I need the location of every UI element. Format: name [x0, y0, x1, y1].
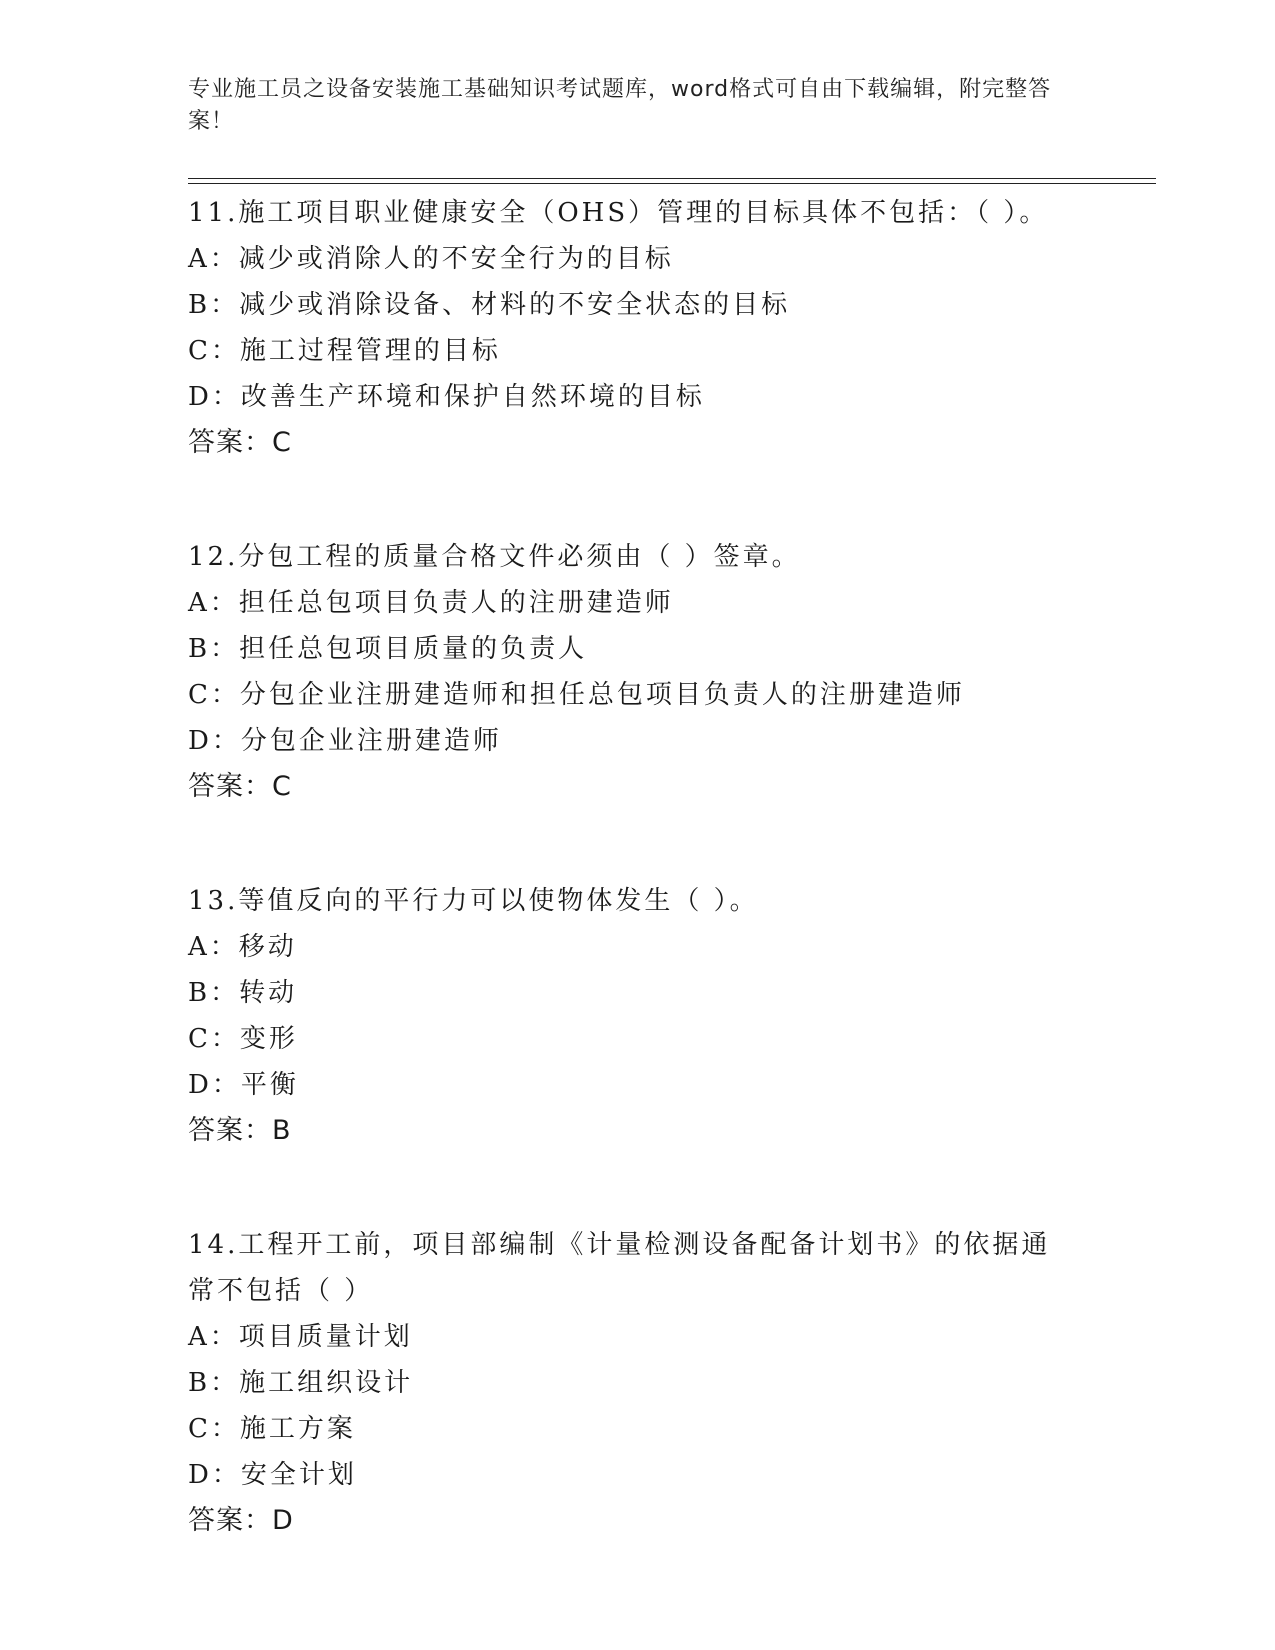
page-header: 专业施工员之设备安装施工基础知识考试题库，word格式可自由下载编辑，附完整答案！ [188, 77, 1052, 134]
option-d: D：改善生产环境和保护自然环境的目标 [188, 382, 705, 412]
question-14 [188, 1222, 1088, 1544]
answer-line: 答案：C [188, 427, 292, 458]
option-d: D：平衡 [188, 1070, 299, 1100]
option-a: A：项目质量计划 [188, 1322, 413, 1352]
question-stem: 12.分包工程的质量合格文件必须由（ ）签章。 [188, 542, 801, 572]
option-d: D：分包企业注册建造师 [188, 726, 502, 756]
question-stem: 13.等值反向的平行力可以使物体发生（ ）。 [188, 886, 759, 916]
option-c: C：分包企业注册建造师和担任总包项目负责人的注册建造师 [188, 680, 965, 710]
option-a: A：移动 [188, 932, 297, 962]
header-divider-bottom [188, 183, 1156, 184]
option-c: C：施工方案 [188, 1414, 356, 1444]
option-b: B：转动 [188, 978, 298, 1008]
option-d: D：安全计划 [188, 1460, 357, 1490]
option-b: B：减少或消除设备、材料的不安全状态的目标 [188, 290, 791, 320]
question-stem: 14.工程开工前，项目部编制《计量检测设备配备计划书》的依据通常不包括（ ） [188, 1230, 1051, 1306]
option-a: A：担任总包项目负责人的注册建造师 [188, 588, 674, 618]
answer-line: 答案：D [188, 1505, 294, 1536]
question-12 [188, 534, 1088, 810]
question-11 [188, 190, 1088, 466]
answer-line: 答案：B [188, 1115, 292, 1146]
answer-line: 答案：C [188, 771, 292, 802]
option-a: A：减少或消除人的不安全行为的目标 [188, 244, 674, 274]
question-list [188, 190, 1088, 1544]
option-b: B：施工组织设计 [188, 1368, 414, 1398]
question-13 [188, 878, 1088, 1154]
option-b: B：担任总包项目质量的负责人 [188, 634, 588, 664]
option-c: C：变形 [188, 1024, 298, 1054]
question-stem: 11.施工项目职业健康安全（OHS）管理的目标具体不包括：（ ）。 [188, 198, 1049, 228]
option-c: C：施工过程管理的目标 [188, 336, 501, 366]
header-divider-top [188, 178, 1156, 179]
